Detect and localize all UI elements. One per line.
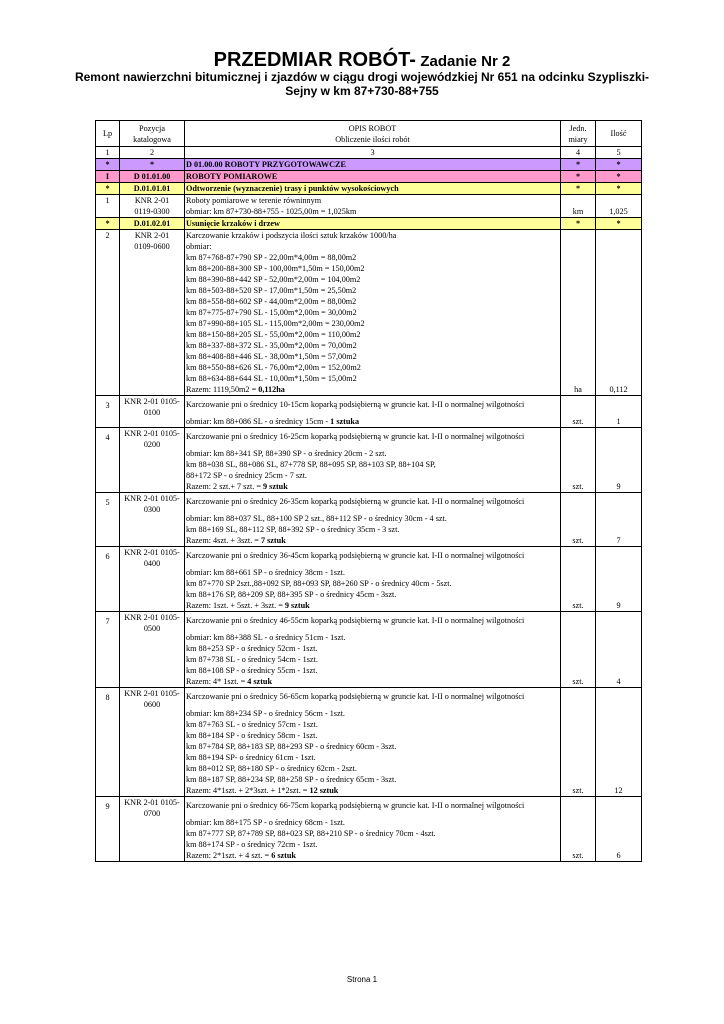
header-unit: Jedn. miary [561, 121, 596, 147]
unit-of-measure: szt. [561, 797, 596, 862]
unit-of-measure: szt. [561, 612, 596, 688]
document-title [0, 49, 724, 72]
table-row [96, 493, 642, 547]
catalog-code: KNR 2-01 0105- [124, 689, 180, 698]
description-line: obmiar: km 88+175 SP - o średnicy 68cm - 1szt. [186, 818, 345, 827]
quantity: 6 [596, 797, 642, 862]
row-number: 6 [96, 547, 120, 612]
catalog-code: KNR 2-01 0105- [124, 429, 180, 438]
title-main: PRZEDMIAR ROBÓT- [213, 49, 416, 71]
catalog-code-suffix: 0400 [143, 559, 161, 568]
col-num-3: 3 [185, 147, 561, 159]
description-line: km 88+174 SP - o średnicy 72cm - 1szt. [186, 840, 318, 849]
item-description [185, 688, 561, 797]
summary-line [186, 481, 559, 492]
description-line: obmiar: km 88+037 SL, 88+100 SP 2 szt., 88+112 SP - o średnicy 30cm - 4 szt. [186, 514, 447, 523]
summary-text: Razem: 2*1szt. + 4 szt. = [186, 851, 272, 860]
summary-text: Razem: 2 szt.+ 7 szt. = [186, 482, 263, 491]
summary-total: 0,112ha [258, 385, 285, 394]
col-num-4: 4 [561, 147, 596, 159]
summary-line [186, 785, 559, 796]
summary-text: Razem: 1szt. + 5szt. + 3szt. = [186, 601, 285, 610]
catalog-position [120, 688, 185, 797]
table-row [96, 428, 642, 493]
description-line: km 88+337-88+372 SL - 35,00m*2,00m = 70,00m2 [186, 341, 357, 350]
table-column-numbers-row [96, 147, 642, 159]
unit-of-measure: szt. [561, 688, 596, 797]
summary-total: 9 sztuk [284, 601, 310, 610]
description-line: km 88+390-88+442 SP - 52,00m*2,00m = 104,00m2 [186, 275, 361, 284]
description-line: km 87+777 SP, 87+789 SP, 88+023 SP, 88+210 SP - o średnicy 70cm - 4szt. [186, 829, 436, 838]
description-line: Karczowanie krzaków i podszycia ilości sztuk krzaków 1000/ha [186, 231, 397, 240]
summary-line [186, 850, 559, 861]
description-line: km 88+253 SP - o średnicy 52cm - 1szt. [186, 644, 318, 653]
document-subtitle [62, 70, 662, 98]
description-line: km 87+768-87+790 SP - 22,00m*4,00m = 88,00m2 [186, 253, 357, 262]
summary-total: 7 sztuk [260, 536, 286, 545]
col-num-5: 5 [596, 147, 642, 159]
catalog-code: KNR 2-01 0105- [124, 798, 180, 807]
description-line: obmiar: km 88+388 SL - o średnicy 51cm - 1szt. [186, 633, 346, 642]
description-head: Karczowanie pni o średnicy 36-45cm koparką podsiębierną w gruncie kat. I-II o normalnej wilgotności [186, 551, 525, 560]
row-number: 9 [96, 797, 120, 862]
quantity: 4 [596, 612, 642, 688]
section-row-bush-removal: * D.01.02.01 Usunięcie krzaków i drzew * * [96, 218, 642, 230]
table-header-row [96, 121, 642, 147]
col-num-1: 1 [96, 147, 120, 159]
description-line: km 88+184 SP - o średnicy 58cm - 1szt. [186, 731, 318, 740]
unit-of-measure: szt. [561, 428, 596, 493]
section-row-route-restoration: * D.01.01.01 Odtworzenie (wyznaczenie) trasy i punktów wysokościowych * * [96, 183, 642, 195]
catalog-code-suffix: 0200 [143, 440, 161, 449]
description-line: km 88+176 SP, 88+209 SP, 88+395 SP - o średnicy 45cm - 3szt. [186, 590, 397, 599]
quantity: 9 [596, 428, 642, 493]
description-head: Karczowanie pni o średnicy 16-25cm koparką podsiębierną w gruncie kat. I-II o normalnej wilgotności [186, 432, 525, 441]
table-row: 1 KNR 2-01 0119-0300 Roboty pomiarowe w terenie równinnym obmiar: km 87+730-88+755 - 1025,00m = 1,025km km 1,025 [96, 195, 642, 218]
title-sub: Zadanie Nr 2 [420, 53, 511, 70]
item-description [185, 230, 561, 396]
item-description [185, 547, 561, 612]
catalog-position [120, 493, 185, 547]
section-row-preparatory: * * D 01.00.00 ROBOTY PRZYGOTOWAWCZE * * [96, 159, 642, 171]
item-description [185, 612, 561, 688]
description-line: km 88+169 SL, 88+112 SP, 88+392 SP - o średnicy 35cm - 3 szt. [186, 525, 400, 534]
description-line: obmiar: km 88+234 SP - o średnicy 56cm - 1szt. [186, 709, 345, 718]
description-line: km 87+770 SP 2szt.,88+092 SP, 88+093 SP, 88+260 SP - o średnicy 40cm - 5szt. [186, 579, 452, 588]
description-line: obmiar: km 88+661 SP - o średnicy 38cm - 1szt. [186, 568, 345, 577]
page-number: Strona 1 [346, 975, 378, 984]
summary-total: 9 sztuk [263, 482, 288, 491]
summary-text: Razem: 1119,50m2 = [186, 385, 259, 394]
summary-total: 6 sztuk [271, 851, 296, 860]
table-row: 2 KNR 2-01 0109-0600 Karczowanie krzaków i podszycia ilości sztuk krzaków 1000/ha obmiar: km 87+768-87+790 SP - 22,00m*4,00m = 88,00m2 km 88+200-88+300 SP - 100,00m*1,50m = 150,00m2 km 88+390-88+442 SP - 52,00m*2,00m = 104,00m2 km 88+503-88+520 SP - 17,00m*1,50m = 25,50m2 km 88+558-88+602 SP - 44,00m*2,00m = 88,00m2 km 87+775-87+790 SL - 15,00m*2,00m = 30,00m2 km 87+990-88+105 SL - 115,00m*2,00m = 230,00m2 km 88+150-88+205 SL - 55,00m*2,00m = 110,00m2 km 88+337-88+372 SL - 35,00m*2,00m = 70,00m2 km 88+408-88+446 SL - 38,00m*1,50m = 57,00m2 km 88+550-88+626 SL - 76,00m*2,00m = 152,00m2 km 88+634-88+644 SL - 10,00m*1,50m = 15,00m2 Razem: 1119,50m2 = 0,112ha ha 0,112 [96, 230, 642, 396]
table-row [96, 612, 642, 688]
bill-of-quantities-table [95, 120, 642, 862]
item-description [185, 797, 561, 862]
table-row [96, 797, 642, 862]
row-number: 4 [96, 428, 120, 493]
description-head: Karczowanie pni o średnicy 26-35cm koparką podsiębierną w gruncie kat. I-II o normalnej wilgotności [186, 497, 525, 506]
description-line: km 88+187 SP, 88+234 SP, 88+258 SP - o średnicy 65cm - 3szt. [186, 775, 397, 784]
description-head: Karczowanie pni o średnicy 66-75cm koparką podsiębierną w gruncie kat. I-II o normalnej wilgotności [186, 801, 525, 810]
summary-total: 4 sztuk [247, 677, 273, 686]
summary-text: obmiar: km 88+086 SL - o średnicy 15cm - [186, 417, 331, 426]
item-description [185, 396, 561, 428]
description-line: km 88+038 SL, 88+086 SL, 87+778 SP, 88+095 SP, 88+103 SP, 88+104 SP, [186, 460, 436, 469]
table-row [96, 396, 642, 428]
col-num-2: 2 [120, 147, 185, 159]
item-description [185, 493, 561, 547]
catalog-position [120, 428, 185, 493]
catalog-code: KNR 2-01 0105- [124, 613, 180, 622]
row-number: 3 [96, 396, 120, 428]
summary-total: 1 sztuka [330, 417, 360, 426]
subtitle-line-2: Sejny w km 87+730-88+755 [285, 84, 439, 98]
catalog-position [120, 396, 185, 428]
table-row [96, 547, 642, 612]
description-line: km 88+634-88+644 SL - 10,00m*1,50m = 15,00m2 [186, 374, 357, 383]
description-line: 88+172 SP - o średnicy 25cm - 7 szt. [186, 471, 307, 480]
description-line: km 87+784 SP, 88+183 SP, 88+293 SP - o średnicy 60cm - 3szt. [186, 742, 397, 751]
table-row [96, 688, 642, 797]
catalog-code-suffix: 0600 [143, 700, 161, 709]
catalog-position [120, 547, 185, 612]
summary-text: Razem: 4*1szt. + 2*3szt. + 1*2szt. = [186, 786, 310, 795]
description-head: Karczowanie pni o średnicy 10-15cm koparką podsiębierną w gruncie kat. I-II o normalnej wilgotności [186, 400, 525, 409]
description-line: km 87+990-88+105 SL - 115,00m*2,00m = 230,00m2 [186, 319, 365, 328]
catalog-code: KNR 2-01 0105- [124, 397, 180, 406]
catalog-position [120, 612, 185, 688]
quantity: 9 [596, 547, 642, 612]
summary-line [186, 676, 559, 687]
catalog-code-suffix: 0300 [143, 505, 161, 514]
description-line: km 88+108 SP - o średnicy 55cm - 1szt. [186, 666, 318, 675]
unit-of-measure: szt. [561, 493, 596, 547]
description-line: km 88+012 SP, 88+180 SP - o średnicy 62cm - 2szt. [186, 764, 357, 773]
header-quantity: Ilość [596, 121, 642, 147]
unit-of-measure: szt. [561, 396, 596, 428]
summary-line [186, 600, 559, 611]
description-head: Karczowanie pni o średnicy 46-55cm koparką podsiębierną w gruncie kat. I-II o normalnej wilgotności [186, 616, 525, 625]
catalog-code-suffix: 0100 [143, 408, 161, 417]
description-line: km 87+775-87+790 SL - 15,00m*2,00m = 30,00m2 [186, 308, 357, 317]
description-line: km 88+558-88+602 SP - 44,00m*2,00m = 88,00m2 [186, 297, 357, 306]
description-line: km 87+738 SL - o średnicy 54cm - 1szt. [186, 655, 318, 664]
subtitle-line-1: Remont nawierzchni bitumicznej i zjazdów w ciągu drogi wojewódzkiej Nr 651 na odcinku Szypliszki- [74, 70, 650, 84]
summary-line [186, 416, 559, 427]
description-line: km 88+550-88+626 SL - 76,00m*2,00m = 152,00m2 [186, 363, 361, 372]
description-line: km 87+763 SL - o średnicy 57cm - 1szt. [186, 720, 318, 729]
item-description [185, 428, 561, 493]
catalog-code-suffix: 0700 [143, 809, 161, 818]
header-lp: Lp [96, 121, 120, 147]
description-line: km 88+194 SP- o średnicy 61cm - 1szt. [186, 753, 316, 762]
row-number: 7 [96, 612, 120, 688]
description-line: obmiar: [186, 242, 212, 251]
catalog-position [120, 797, 185, 862]
quantity: 7 [596, 493, 642, 547]
description-line: km 88+200-88+300 SP - 100,00m*1,50m = 150,00m2 [186, 264, 365, 273]
summary-text: Razem: 4* 1szt. = [186, 677, 248, 686]
description-line: km 88+503-88+520 SP - 17,00m*1,50m = 25,50m2 [186, 286, 357, 295]
quantity: 12 [596, 688, 642, 797]
quantity: 1 [596, 396, 642, 428]
catalog-code-suffix: 0500 [143, 624, 161, 633]
summary-line [186, 535, 559, 546]
section-row-surveying: I D 01.01.00 ROBOTY POMIAROWE * * [96, 171, 642, 183]
header-description: OPIS ROBOT Obliczenie ilości robót [185, 121, 561, 147]
header-position: Pozycja katalogowa [120, 121, 185, 147]
summary-total: 12 sztuk [309, 786, 339, 795]
summary-text: Razem: 4szt. + 3szt. = [186, 536, 261, 545]
catalog-code: KNR 2-01 0105- [124, 494, 180, 503]
unit-of-measure: szt. [561, 547, 596, 612]
row-number: 8 [96, 688, 120, 797]
description-line: km 88+150-88+205 SL - 55,00m*2,00m = 110,00m2 [186, 330, 361, 339]
summary-line [186, 384, 559, 395]
description-head: Karczowanie pni o średnicy 56-65cm koparką podsiębierną w gruncie kat. I-II o normalnej wilgotności [186, 692, 525, 701]
description-line: obmiar: km 88+341 SP, 88+390 SP - o średnicy 20cm - 2 szt. [186, 449, 387, 458]
description-line: km 88+408-88+446 SL - 38,00m*1,50m = 57,00m2 [186, 352, 357, 361]
row-number: 5 [96, 493, 120, 547]
catalog-code: KNR 2-01 0105- [124, 548, 180, 557]
